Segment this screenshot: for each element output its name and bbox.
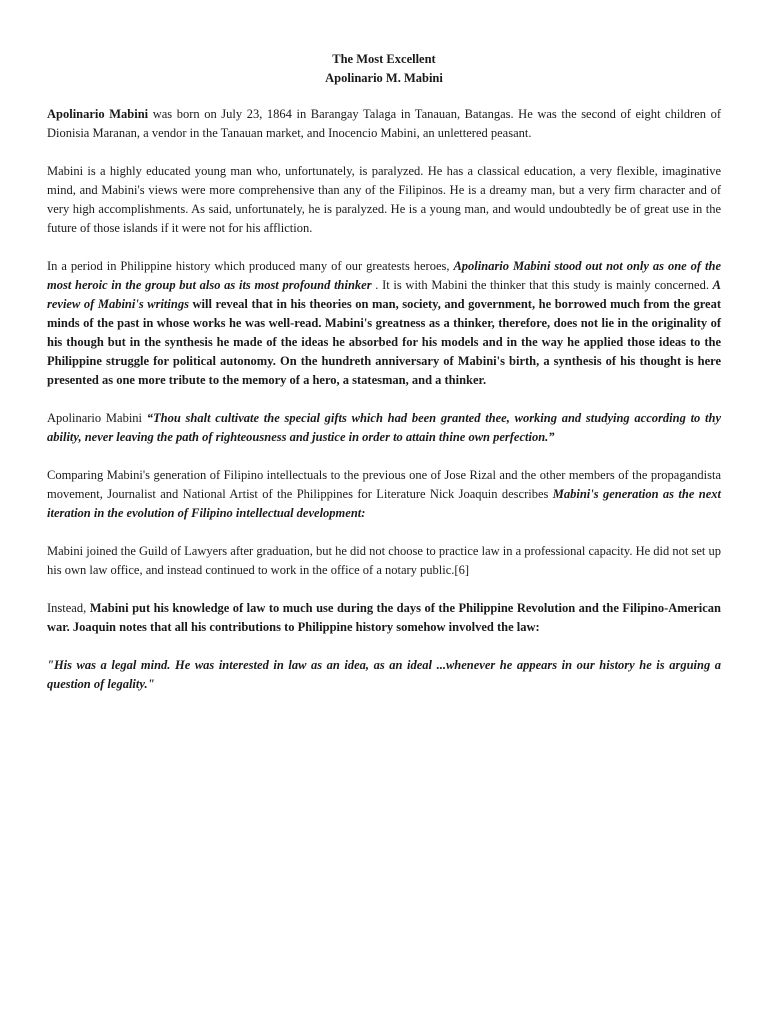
title-line-1: The Most Excellent [332,52,436,66]
paragraph-generation-emphasis: Mabini's generation as the next iteration in the evolution of Filipino intellectual development: [47,487,721,520]
paragraph-quote-legal-mind [47,656,721,694]
paragraph-education-text: Mabini is a highly educated young man who, unfortunately, is paralyzed. He has a classical education, a very flexible, imaginative mind, and Mabini's views were more comprehensive than any of the Filipinos. He is a dreamy man, but a very firm character and of very high accomplishments. As said, unfortunately, he is paralyzed. He is a young man, and would undoubtedly be of great use in the future of those islands if it were not for his affliction. [47,164,721,235]
document-page [47,50,721,713]
paragraph-thinker-text-2: . It is with Mabini the thinker that this study is mainly concerned. [371,278,713,292]
paragraph-thinker-text-1: In a period in Philippine history which produced many of our greatests heroes, [47,259,454,273]
paragraph-revolution [47,599,721,637]
paragraph-revolution-bold: Mabini put his knowledge of law to much use during the days of the Philippine Revolution and the Filipino-American war. Joaquin notes that all his contributions to Philippine history somehow involved the law: [47,601,721,634]
paragraph-quote-mabini-quote: “Thou shalt cultivate the special gifts which had been granted thee, working and studying according to thy ability, never leaving the path of righteousness and justice in order to attain thine own perfection.” [47,411,722,444]
paragraph-thinker-emphasis-2: A review of Mabini's writings [47,278,721,311]
paragraph-thinker-bold-text: will reveal that in his theories on man, society, and government, he borrowed much from the great minds of the past in whose works he was well-read. Mabini's greatness as a thinker, therefore, does not lie in the originality of his though but in the synthesis he made of the ideas he absorbed for his models and in the way he applied those ideas to the Philippine struggle for political autonomy. On the hundreth anniversary of Mabini's birth, a synthesis of his thought is here presented as one more tribute to the memory of a hero, a statesman, and a thinker. [47,297,721,387]
paragraph-birth [47,105,721,143]
title-spacer [47,88,721,105]
paragraph-thinker [47,257,721,390]
paragraph-birth-bold-name: Apolinario Mabini [47,107,149,121]
paragraph-birth-text: was born on July 23, 1864 in Barangay Talaga in Tanauan, Batangas. He was the second of eight children of Dionisia Maranan, a vendor in the Tanauan market, and Inocencio Mabini, an unlettered peasant. [47,107,721,140]
paragraph-quote-mabini-attribution: Apolinario Mabini [47,411,147,425]
paragraph-lawyers-text: Mabini joined the Guild of Lawyers after graduation, but he did not choose to practice law in a professional capacity. He did not set up his own law office, and instead continued to work in the office of a notary public.[6] [47,544,721,577]
paragraph-lawyers [47,542,721,580]
paragraph-education [47,162,721,238]
paragraph-quote-legal-mind-text: "His was a legal mind. He was interested in law as an idea, as an ideal ...whenever he appears in our history he is arguing a question of legality." [47,658,721,691]
paragraph-thinker-emphasis-1: Apolinario Mabini stood out not only as one of the most heroic in the group but also as its most profound thinker [47,259,721,292]
document-title [47,50,721,88]
paragraph-generation [47,466,721,523]
paragraph-generation-text: Comparing Mabini's generation of Filipino intellectuals to the previous one of Jose Rizal and the other members of the propagandista movement, Journalist and National Artist of the Philippines for Literature Nick Joaquin describes [47,468,721,501]
paragraph-revolution-text: Instead, [47,601,90,615]
paragraph-quote-mabini [47,409,721,447]
title-line-2: Apolinario M. Mabini [325,71,443,85]
